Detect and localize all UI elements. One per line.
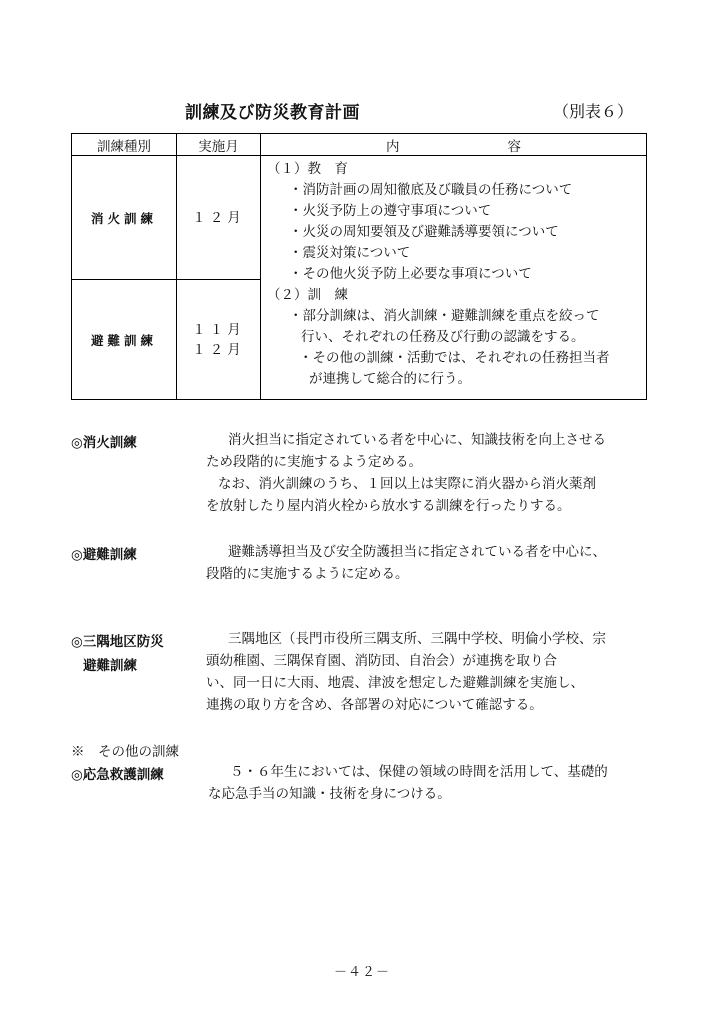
page-number: －４２－ [333, 965, 390, 980]
paragraph-line: 段階的に実施するように定める。 [206, 566, 409, 582]
first-aid-drill-label: ◎応急救護訓練 [71, 767, 164, 783]
list-item: ・部分訓練は、消火訓練・避難訓練を重点を絞って [289, 308, 600, 324]
first-aid-drill-text [208, 761, 668, 805]
header-month: 実施月 [177, 134, 261, 156]
header-training-type: 訓練種別 [72, 134, 177, 156]
paragraph-line: 頭幼稚園、三隅保育園、消防団、自治会）が連携を取り合 [206, 653, 557, 669]
paragraph-line: 避難誘導担当及び安全防護担当に指定されている者を中心に、 [228, 544, 606, 560]
category-fire-drill: 消火訓練 [72, 156, 177, 280]
paragraph-line: ため段階的に実施するよう定める。 [206, 454, 422, 470]
misumi-drill-text [206, 628, 666, 716]
paragraph-line: を放射したり屋内消火栓から放水する訓練を行ったりする。 [206, 498, 571, 514]
fire-drill-text [206, 429, 666, 517]
appendix-label: （別表６） [553, 102, 634, 121]
paragraph-line: 消火担当に指定されている者を中心に、知識技術を向上させる [228, 432, 606, 448]
header-content: 内 容 [261, 134, 647, 156]
paragraph-line: 連携の取り方を含め、各部署の対応について確認する。 [206, 697, 543, 713]
label-line: ◎三隅地区防災 [71, 634, 164, 650]
list-item: ・消防計画の周知徹底及び職員の任務について [289, 182, 573, 198]
paragraph-line: なお、消火訓練のうち、１回以上は実際に消火器から消火薬剤 [218, 476, 596, 492]
document-title: 訓練及び防災教育計画 [185, 103, 360, 123]
table-row [72, 156, 647, 280]
fire-drill-label: ◎消火訓練 [71, 435, 137, 451]
list-item: ・火災の周知要領及び避難誘導要領について [289, 224, 559, 240]
content-cell [261, 156, 647, 400]
other-training-note: ※ その他の訓練 [71, 744, 179, 760]
list-item: ・その他の訓練・活動では、それぞれの任務担当者 [299, 350, 610, 366]
training-plan-table [71, 133, 647, 400]
paragraph-line: な応急手当の知識・技術を身につける。 [208, 786, 451, 802]
month-value: １１月 [192, 321, 245, 338]
list-item-continuation: が連携して総合的に行う。 [309, 371, 471, 387]
training-heading: （２）訓 練 [267, 287, 348, 303]
paragraph-line: い、同一日に大雨、地震、津波を想定した避難訓練を実施し、 [206, 675, 584, 691]
paragraph-line: 三隅地区（長門市役所三隅支所、三隅中学校、明倫小学校、宗 [228, 631, 606, 647]
month-cell [177, 156, 261, 280]
list-item: ・その他火災予防上必要な事項について [289, 266, 532, 282]
misumi-drill-label [71, 630, 164, 674]
list-item: ・火災予防上の遵守事項について [289, 203, 492, 219]
category-evacuation-drill: 避難訓練 [72, 280, 177, 400]
evacuation-drill-label: ◎避難訓練 [71, 547, 137, 563]
month-cell [177, 280, 261, 400]
label-line: 避難訓練 [83, 658, 137, 674]
table-header-row [72, 134, 647, 156]
education-heading: （１）教 育 [267, 161, 348, 177]
month-value: １２月 [192, 209, 245, 226]
evacuation-drill-text [206, 541, 666, 585]
list-item-continuation: 行い、それぞれの任務及び行動の認識をする。 [301, 329, 585, 345]
month-value: １２月 [192, 341, 245, 358]
paragraph-line: ５・６年生においては、保健の領域の時間を活用して、基礎的 [230, 764, 608, 780]
list-item: ・震災対策について [289, 245, 411, 261]
